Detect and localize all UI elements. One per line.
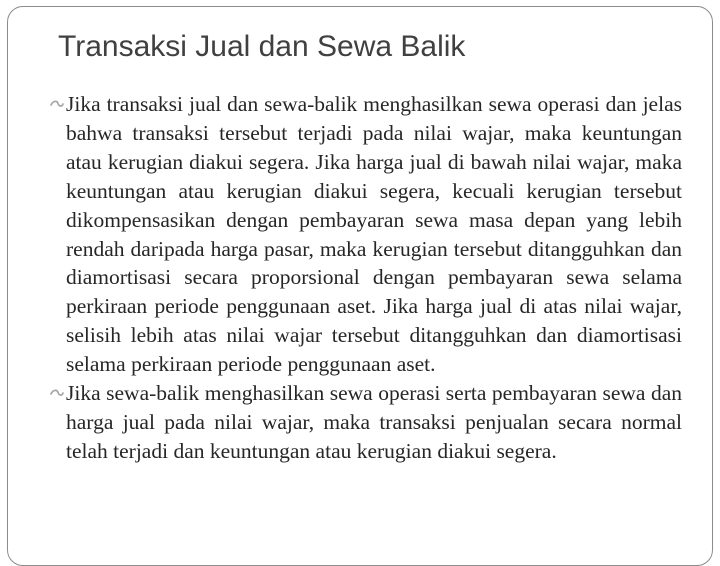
slide-title: Transaksi Jual dan Sewa Balik (58, 30, 466, 63)
curl-bullet-icon (50, 90, 66, 119)
curl-bullet-icon (50, 379, 66, 408)
bullet-text-1: Jika transaksi jual dan sewa-balik menghasilkan sewa operasi dan jelas bahwa transaksi tersebut terjadi pada nilai wajar, maka keuntungan atau kerugian diakui segera. Jika harga jual di bawah nilai wajar, maka keuntungan atau kerugian diakui segera, kecuali kerugian tersebut dikompensasikan dengan pembayaran sewa masa depan yang lebih rendah daripada harga pasar, maka kerugian tersebut ditangguhkan dan diamortisasi secara proporsional dengan pembayaran sewa selama perkiraan periode penggunaan aset. Jika harga jual di atas nilai wajar, selisih lebih atas nilai wajar tersebut ditangguhkan dan diamortisasi selama perkiraan periode penggunaan aset. (66, 92, 682, 377)
bullet-item-2 (50, 379, 682, 466)
bullet-text-2: Jika sewa-balik menghasilkan sewa operasi serta pembayaran sewa dan harga jual pada nilai wajar, maka transaksi penjualan secara normal telah terjadi dan keuntungan atau kerugian diakui segera. (66, 381, 682, 463)
slide-content (50, 90, 682, 466)
bullet-item-1 (50, 90, 682, 379)
